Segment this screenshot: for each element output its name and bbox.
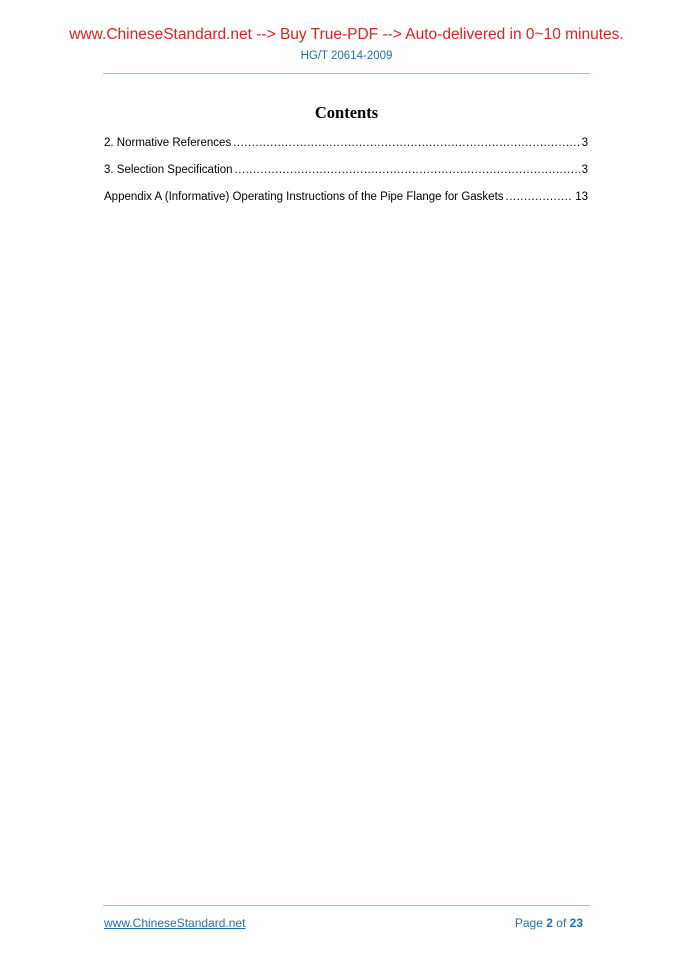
toc-entry-page: 3 [581,164,588,176]
header-divider [103,73,590,74]
document-code: HG/T 20614-2009 [300,50,393,62]
toc-entry-page: 3 [581,137,588,149]
page-total: 23 [569,916,583,930]
toc-entry-selection-specification[interactable] [104,164,588,191]
toc-entry-text: 3. Selection Specification [104,164,233,176]
contents-title: Contents [314,103,379,122]
page-of: of [556,916,567,930]
footer-website-link[interactable]: www.ChineseStandard.net [104,916,246,930]
toc-entry-page: 13 [575,191,588,203]
footer-divider [103,905,590,906]
table-of-contents [104,137,588,218]
page-label: Page [514,916,543,930]
page-number [515,916,583,930]
toc-entry-text: 2. Normative References [104,137,232,149]
toc-entry-normative-references[interactable] [104,137,588,164]
toc-entry-text: Appendix A (Informative) Operating Instructions of the Pipe Flange for Gaskets [104,191,504,203]
toc-entry-appendix-a[interactable] [104,191,588,218]
toc-dot-leader [233,137,579,149]
promo-banner[interactable]: www.ChineseStandard.net --> Buy True-PDF --> Auto-delivered in 0~10 minutes. [69,26,624,43]
toc-dot-leader [235,164,580,176]
page-current: 2 [546,916,553,930]
toc-dot-leader [506,191,574,203]
